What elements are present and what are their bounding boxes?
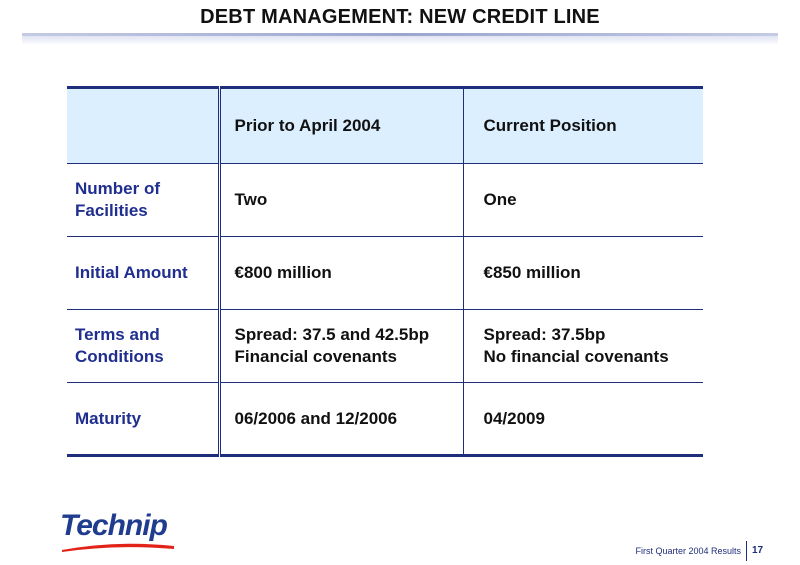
table-row [67,237,703,310]
row-label-facilities: Number of Facilities [67,164,219,237]
header-prior: Prior to April 2004 [219,88,463,164]
prior-terms: Spread: 37.5 and 42.5bp Financial covenants [219,310,463,383]
prior-initial-amount: €800 million [219,237,463,310]
row-label-initial-amount: Initial Amount [67,237,219,310]
table-row [67,164,703,237]
table-header-row [67,88,703,164]
logo-swoosh-icon [62,542,174,552]
row-label-maturity: Maturity [67,383,219,456]
slide-title: DEBT MANAGEMENT: NEW CREDIT LINE [200,6,600,28]
table-row [67,310,703,383]
credit-line-table [67,86,703,457]
prior-maturity: 06/2006 and 12/2006 [219,383,463,456]
page-number: 17 [752,545,764,556]
row-label-terms: Terms and Conditions [67,310,219,383]
title-underline-bar [22,33,778,45]
prior-facilities: Two [219,164,463,237]
table-row [67,383,703,456]
header-current: Current Position [463,88,703,164]
logo-wordmark: Technip [60,509,167,542]
technip-logo [60,511,178,553]
current-facilities: One [463,164,703,237]
current-terms: Spread: 37.5bp No financial covenants [463,310,703,383]
current-maturity: 04/2009 [463,383,703,456]
current-initial-amount: €850 million [463,237,703,310]
header-cell-empty [67,88,219,164]
footer-divider [746,541,747,561]
footer-caption: First Quarter 2004 Results [635,546,741,556]
